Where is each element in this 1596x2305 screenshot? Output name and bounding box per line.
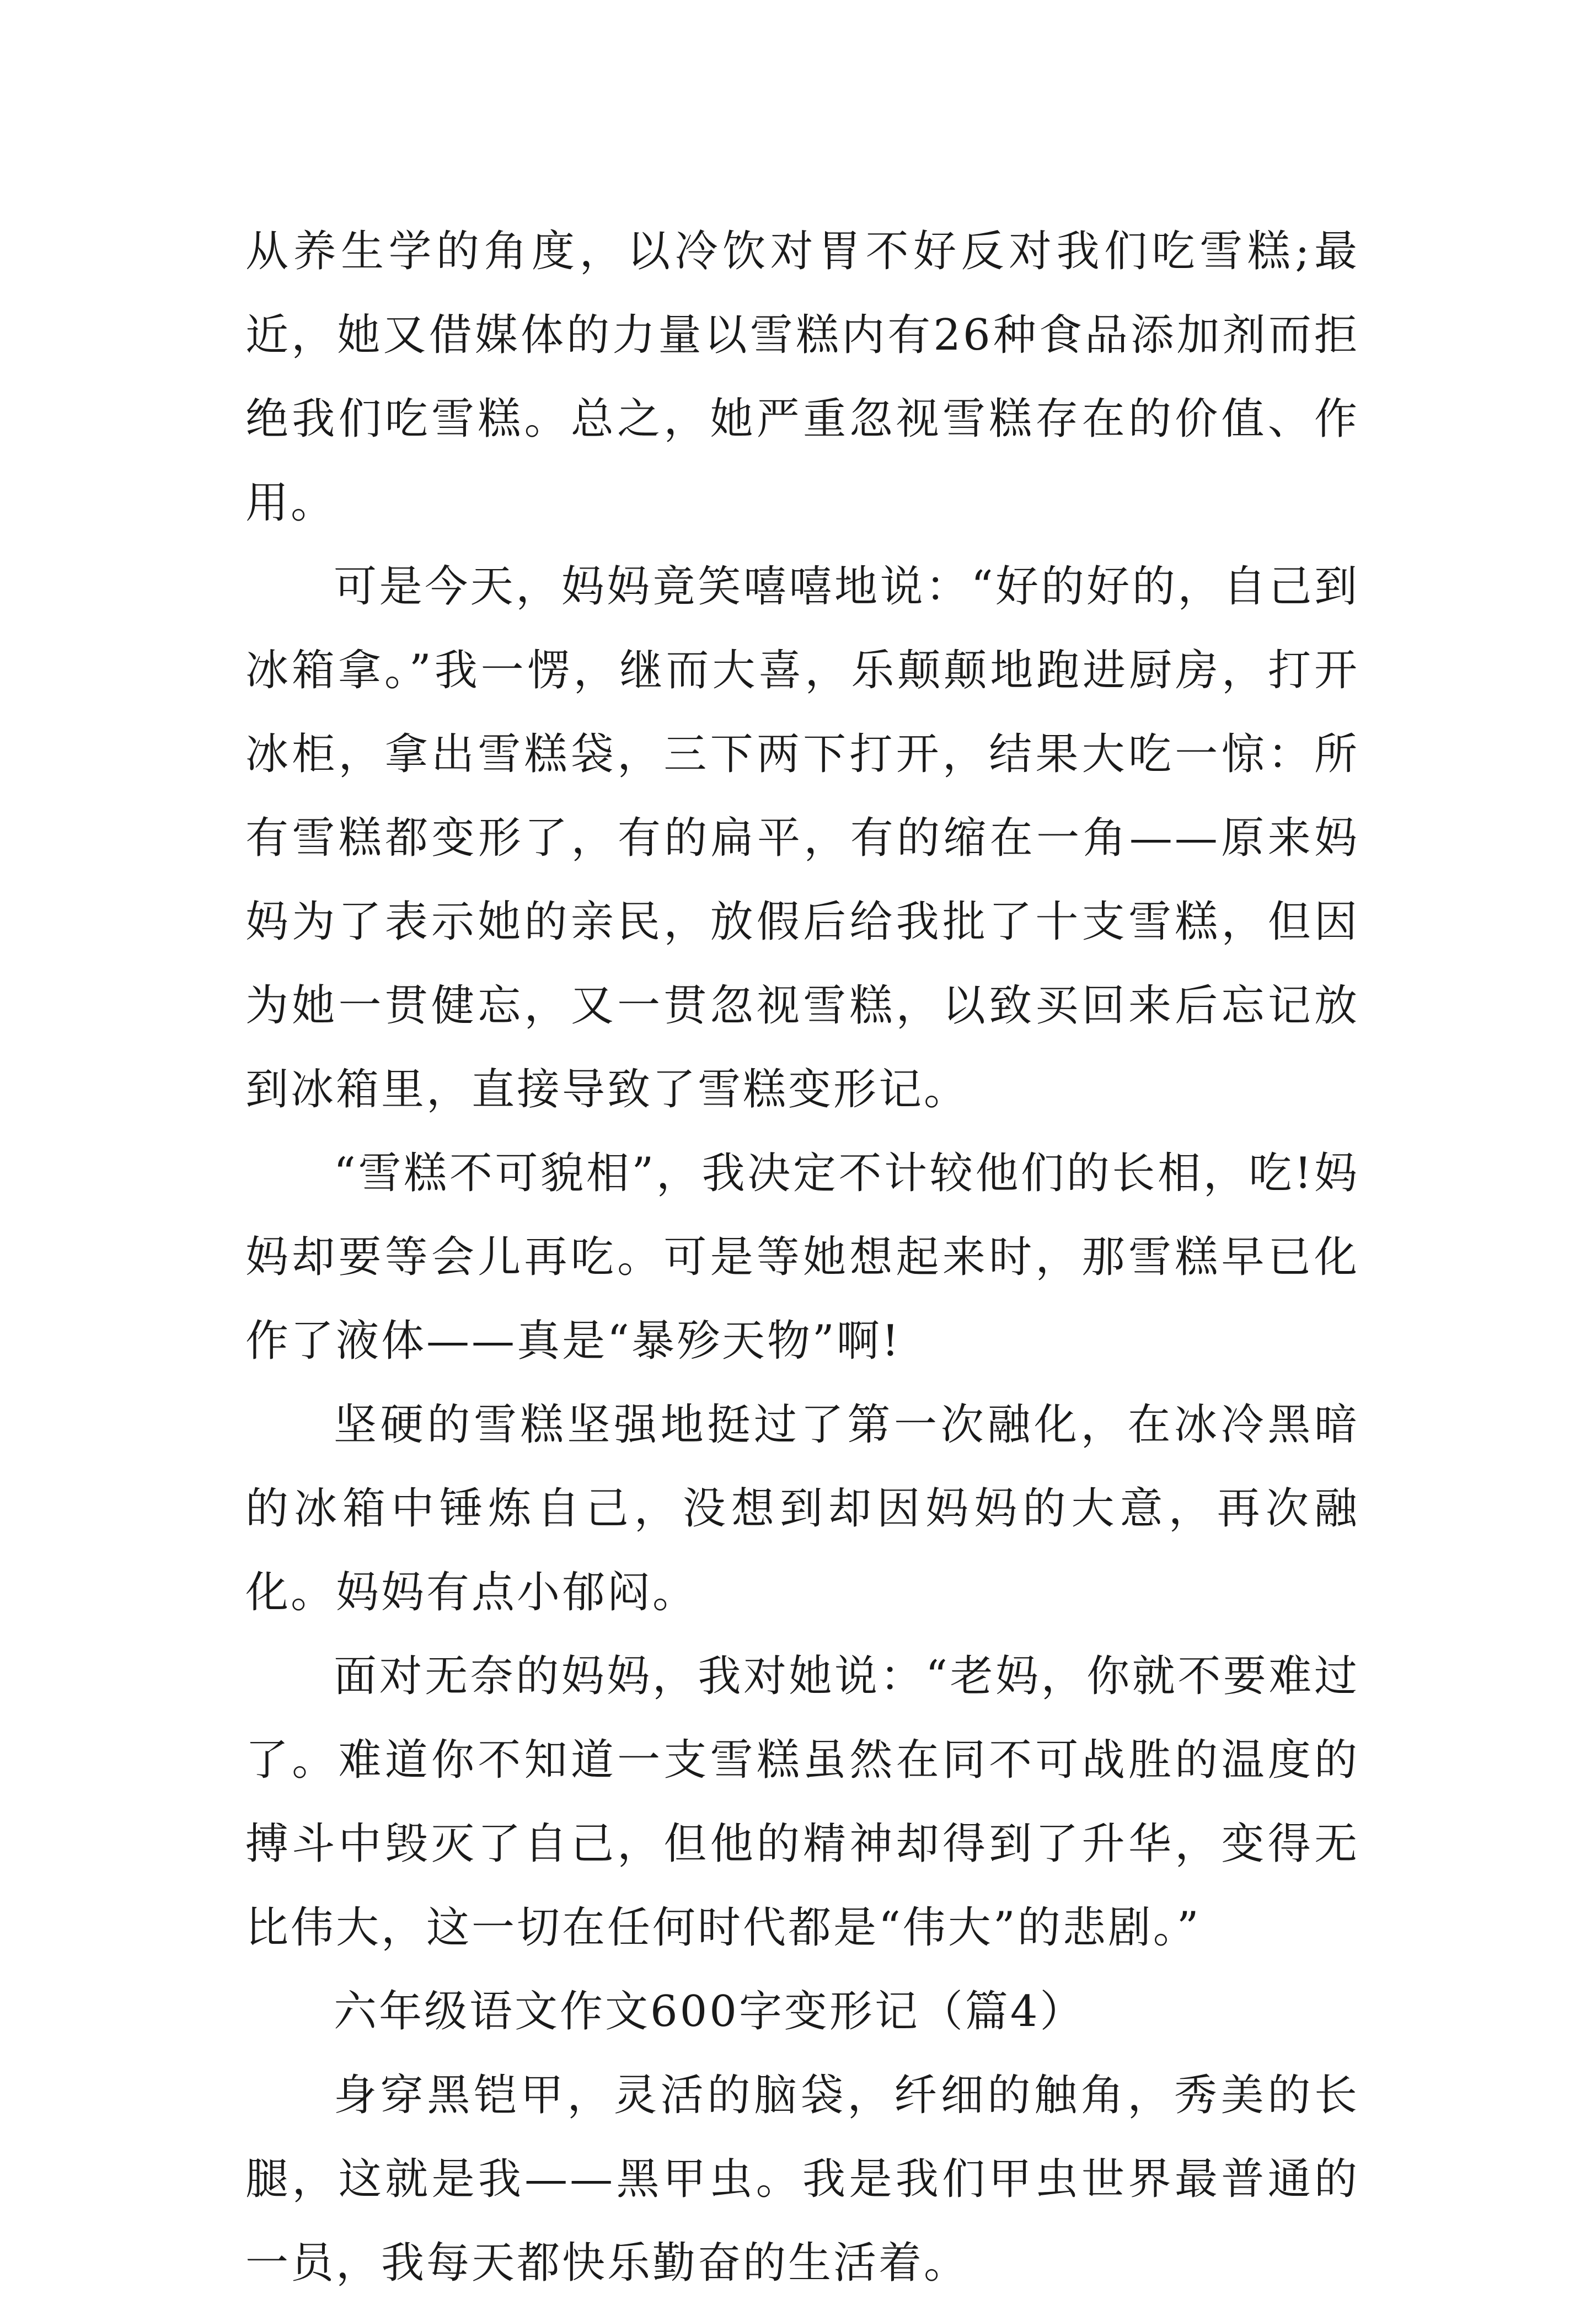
paragraph-3: “雪糕不可貌相”，我决定不计较他们的长相，吃!妈妈却要等会儿再吃。可是等她想起来时，那雪糕早已化作了液体——真是“暴殄天物”啊! — [245, 1149, 1359, 1366]
paragraph-1: 从养生学的角度，以冷饮对胃不好反对我们吃雪糕;最近，她又借媒体的力量以雪糕内有26种食品添加剂而拒绝我们吃雪糕。总之，她严重忽视雪糕存在的价值、作用。 — [245, 227, 1359, 528]
paragraph-4: 坚硬的雪糕坚强地挺过了第一次融化，在冰冷黑暗的冰箱中锤炼自己，没想到却因妈妈的大意，再次融化。妈妈有点小郁闷。 — [245, 1400, 1359, 1617]
paragraph-6: 身穿黑铠甲，灵活的脑袋，纤细的触角，秀美的长腿，这就是我——黑甲虫。我是我们甲虫世界最普通的一员，我每天都快乐勤奋的生活着。 — [245, 2071, 1359, 2288]
paragraph-2: 可是今天，妈妈竟笑嘻嘻地说：“好的好的，自己到冰箱拿。”我一愣，继而大喜，乐颠颠地跑进厨房，打开冰柜，拿出雪糕袋，三下两下打开，结果大吃一惊：所有雪糕都变形了，有的扁平，有的缩在一角——原来妈妈为了表示她的亲民，放假后给我批了十支雪糕，但因为她一贯健忘，又一贯忽视雪糕，以致买回来后忘记放到冰箱里，直接导致了雪糕变形记。 — [245, 562, 1359, 1114]
section-heading: 六年级语文作文600字变形记（篇4） — [334, 1987, 1085, 2036]
document-body — [245, 210, 1359, 2305]
paragraph-5: 面对无奈的妈妈，我对她说：“老妈，你就不要难过了。难道你不知道一支雪糕虽然在同不可战胜的温度的搏斗中毁灭了自己，但他的精神却得到了升华，变得无比伟大，这一切在任何时代都是“伟大”的悲剧。” — [245, 1652, 1359, 1953]
